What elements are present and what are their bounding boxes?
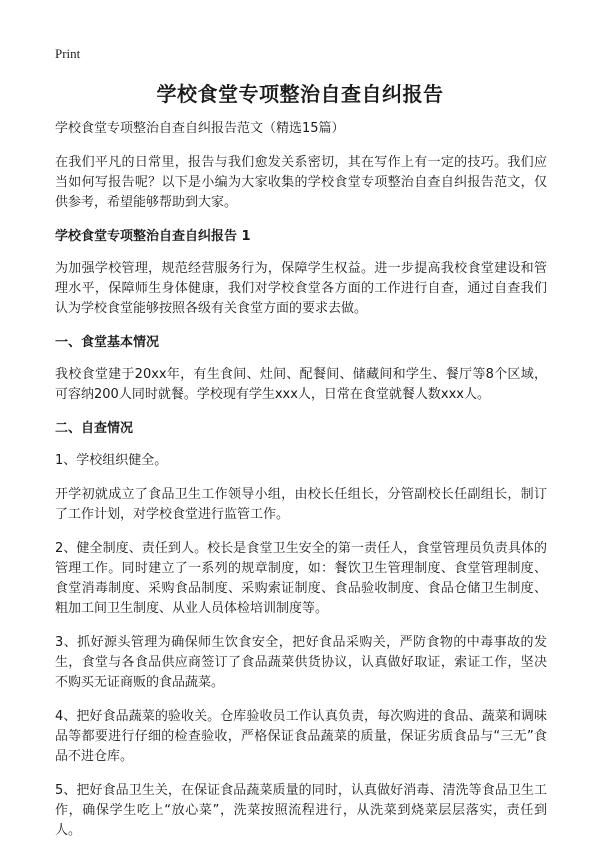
section-heading-basic-info: 一、食堂基本情况: [55, 335, 160, 350]
list-item: 3、抓好源头管理为确保师生饮食安全，把好食品采购关，严防食物的中毒事故的发生，食堂与各食品供应商签订了食品蔬菜供货协议，认真做好取证，索证工作，坚决不购买无证商贩的食品蔬菜。: [55, 635, 547, 690]
list-item: 4、把好食品蔬菜的验收关。仓库验收员工作认真负责，每次购进的食品、蔬菜和调味品等都要进行仔细的检查验收，严格保证食品蔬菜的质量，保证劣质食品与“三无”食品不进仓库。: [55, 709, 547, 764]
list-item: 5、把好食品卫生关，在保证食品蔬菜质量的同时，认真做好消毒、清洗等食品卫生工作，确保学生吃上“放心菜”，洗菜按照流程进行，从洗菜到烧菜层层落实，责任到人。: [55, 783, 547, 838]
page-title: 学校食堂专项整治自查自纠报告: [156, 82, 444, 106]
list-item: 开学初就成立了食品卫生工作领导小组，由校长任组长，分管副校长任副组长，制订了工作计划，对学校食堂进行监管工作。: [55, 487, 547, 522]
list-item: 2、健全制度、责任到人。校长是食堂卫生安全的第一责任人，食堂管理员负责具体的管理工作。同时建立了一系列的规章制度，如：餐饮卫生管理制度、食堂管理制度、食堂消毒制度、采购食品制度、采购索证制度、食品验收制度、食品仓储卫生制度、粗加工间卫生制度、从业人员体检培训制度等。: [55, 541, 547, 616]
print-link[interactable]: Print: [55, 46, 81, 61]
document-body: [55, 119, 547, 855]
basic-info-paragraph: 我校食堂建于20xx年，有生食间、灶间、配餐间、储藏间和学生、餐厅等8个区域，可容纳200人同时就餐。学校现有学生xxx人，日常在食堂就餐人数xxx人。: [55, 367, 547, 402]
report-heading: 学校食堂专项整治自查自纠报告 1: [55, 229, 251, 244]
report-intro-paragraph: 为加强学校管理，规范经营服务行为，保障学生权益。进一步提高我校食堂建设和管理水平，保障师生身体健康，我们对学校食堂各方面的工作进行自查，通过自查我们认为学校食堂能够按照各级有关食堂方面的要求去做。: [55, 261, 547, 316]
section-heading-self-check: 二、自查情况: [55, 421, 134, 436]
intro-paragraph: 在我们平凡的日常里，报告与我们愈发关系密切，其在写作上有一定的技巧。我们应当如何写报告呢？以下是小编为大家收集的学校食堂专项整治自查自纠报告范文，仅供参考，希望能够帮助到大家。: [55, 155, 547, 210]
document-subtitle: 学校食堂专项整治自查自纠报告范文（精选15篇）: [55, 121, 345, 136]
list-item: 1、学校组织健全。: [55, 453, 168, 468]
